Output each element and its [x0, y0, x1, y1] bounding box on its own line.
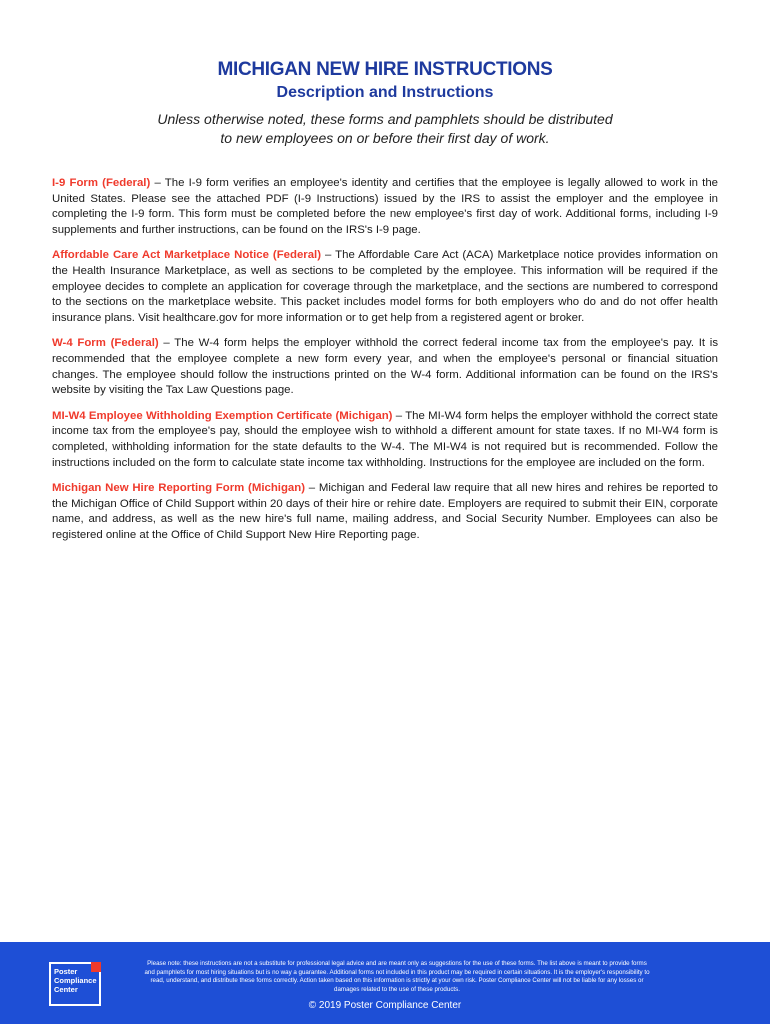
section-body: – The I-9 form verifies an employee's identity and certifies that the employee is legally allowed to work in the United States. Please see the attached PDF (I-9 Instructions) issued by the IRS to assist the employer and the employee in completing the I-9 form. This form must be completed before the new employee's first day of work. Additional forms, including I-9 supplements and further instructions, can be found on the IRS's I-9 page.	[52, 177, 719, 236]
section-heading: I-9 Form (Federal)	[52, 177, 151, 189]
section-body: – Michigan and Federal law require that all new hires and rehires be reported to the Michigan Office of Child Support within 20 days of their hire or rehire date. Employers are required to submit their EIN, corporate name, and address, as well as the new hire's full name, mailing address, and Social Security Number. Employees can also be registered online at the Office of Child Support New Hire Reporting page.	[52, 482, 718, 541]
section-heading: MI-W4 Employee Withholding Exemption Certificate (Michigan)	[52, 409, 393, 422]
section-body: – The Affordable Care Act (ACA) Marketplace notice provides information on the Health Insurance Marketplace, as well as sections to be completed by the employee. This information will be required if the employee decides to complete an application for coverage through the marketplace, and the sections are numbered to correspond to the sections on the marketplace website. This packet includes model forms for both employers who do and do not offer health insurance plans. Visit healthcare.gov for more information or to get help from a registered agent or broker.	[52, 249, 718, 324]
section-new-hire-reporting	[52, 481, 718, 543]
section-aca	[52, 248, 718, 326]
page-subtitle: Description and Instructions	[276, 84, 494, 101]
document-header	[0, 58, 770, 148]
section-heading: Michigan New Hire Reporting Form (Michigan)	[52, 482, 305, 495]
section-w4	[52, 336, 718, 398]
page-title: MICHIGAN NEW HIRE INSTRUCTIONS	[217, 59, 553, 80]
logo-text-line: Compliance	[54, 976, 97, 985]
instruction-sections	[52, 176, 718, 553]
section-body: – The W-4 form helps the employer withhold the correct federal income tax from the employee's pay. It is recommended that the employee complete a new form every year, and when the employee's personal or financial situation changes. The employee should follow the instructions printed on the W-4 form. Additional information can be found on the IRS's website by visiting the Tax Law Questions page.	[52, 337, 719, 397]
footer-bar	[0, 942, 770, 1024]
copyright-notice: © 2019 Poster Compliance Center	[308, 1000, 462, 1011]
logo-accent-icon	[91, 962, 101, 972]
legal-disclaimer: Please note: these instructions are not a substitute for professional legal advice and are meant only as suggestions for the use of these forms. The list above is meant to provide forms and pamphlets for most hiring situations but is no way a guarantee. Additional forms not included in this product may be required in certain situations. It is the employer's responsibility to read, understand, and distribute these forms correctly. Action taken based on this information is strictly at your own risk. Poster Compliance Center will not be liable for any losses or damages related to the use of these products.	[144, 960, 650, 993]
section-i9	[52, 176, 718, 238]
section-heading: W-4 Form (Federal)	[52, 337, 159, 350]
section-body: – The MI-W4 form helps the employer withhold the correct state income tax from the employee's pay, should the employee wish to withhold a different amount for state taxes. If no MI-W4 form is completed, withholding information for the state defaults to the W-4. The MI-W4 is not required but is recommended. Follow the instructions included on the form to calculate state income tax withholding. Instructions for the employee are included on the form.	[52, 409, 718, 469]
section-heading: Affordable Care Act Marketplace Notice (Federal)	[52, 249, 322, 262]
intro-note: Unless otherwise noted, these forms and pamphlets should be distributed to new employees on or before their first day of work.	[157, 111, 613, 146]
logo-text-line: Center	[54, 985, 78, 994]
section-mi-w4	[52, 409, 718, 471]
logo-text-line: Poster	[54, 967, 78, 976]
